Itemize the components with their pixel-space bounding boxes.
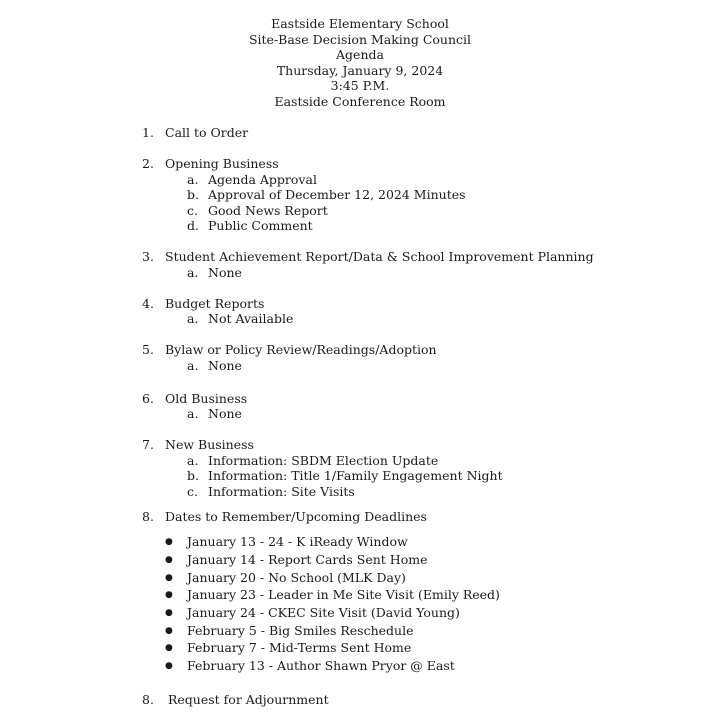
item-2-number: 2. — [142, 156, 154, 171]
item-7-sub-c: Information: Site Visits — [208, 484, 355, 499]
meeting-date: Thursday, January 9, 2024 — [276, 62, 444, 78]
date-item-1: January 13 - 24 - K iReady Window — [187, 534, 408, 549]
item-4-number: 4. — [142, 296, 154, 311]
bullet-icon: ● — [165, 590, 173, 600]
meeting-location: Eastside Conference Room — [274, 93, 446, 109]
date-item-4: January 23 - Leader in Me Site Visit (Emily Reed) — [187, 587, 500, 602]
school-name: Eastside Elementary School — [271, 16, 449, 31]
document-type: Agenda — [336, 47, 384, 63]
council-name: Site-Base Decision Making Council — [248, 31, 472, 47]
date-item-6: February 5 - Big Smiles Reschedule — [187, 623, 414, 638]
item-2-sub-d-letter: d. — [187, 218, 199, 233]
item-7-sub-a: Information: SBDM Election Update — [208, 453, 439, 468]
item-8-title: Dates to Remember/Upcoming Deadlines — [165, 509, 427, 524]
item-2-sub-b-letter: b. — [187, 187, 199, 202]
item-2-sub-a-letter: a. — [187, 172, 199, 187]
item-3-sub-a: None — [208, 265, 242, 280]
item-7-number: 7. — [142, 437, 154, 452]
bullet-icon: ● — [165, 555, 173, 565]
date-item-8: February 13 - Author Shawn Pryor @ East — [187, 658, 455, 673]
date-item-5: January 24 - CKEC Site Visit (David Young) — [187, 605, 460, 620]
bullet-icon: ● — [165, 537, 173, 547]
item-9-title: Request for Adjournment — [168, 692, 329, 707]
item-3-title: Student Achievement Report/Data & School Improvement Planning — [165, 249, 594, 264]
item-5-number: 5. — [142, 342, 154, 357]
item-6-title: Old Business — [165, 391, 248, 406]
item-7-sub-a-letter: a. — [187, 453, 199, 468]
item-2-sub-b: Approval of December 12, 2024 Minutes — [208, 187, 466, 202]
item-6-number: 6. — [142, 391, 154, 406]
date-item-7: February 7 - Mid-Terms Sent Home — [187, 640, 412, 655]
item-5-title: Bylaw or Policy Review/Readings/Adoption — [165, 342, 437, 357]
item-2-sub-c-letter: c. — [187, 203, 198, 218]
item-5-sub-a: None — [208, 358, 242, 373]
item-3-number: 3. — [142, 249, 154, 264]
item-4-sub-a: Not Available — [208, 311, 294, 326]
item-2-sub-c: Good News Report — [208, 203, 328, 218]
date-item-3: January 20 - No School (MLK Day) — [187, 570, 406, 585]
bullet-icon: ● — [165, 608, 173, 618]
item-5-sub-a-letter: a. — [187, 358, 199, 373]
date-item-2: January 14 - Report Cards Sent Home — [187, 552, 428, 567]
item-7-sub-b-letter: b. — [187, 468, 199, 483]
item-7-sub-b: Information: Title 1/Family Engagement Night — [208, 468, 503, 483]
item-1-title: Call to Order — [165, 125, 249, 140]
item-2-sub-a: Agenda Approval — [208, 172, 317, 187]
bullet-icon: ● — [165, 626, 173, 636]
bullet-icon: ● — [165, 661, 173, 671]
item-8-number: 8. — [142, 509, 154, 524]
item-6-sub-a: None — [208, 406, 242, 421]
item-7-title: New Business — [165, 437, 254, 452]
item-3-sub-a-letter: a. — [187, 265, 199, 280]
item-1-number: 1. — [142, 125, 154, 140]
item-9-number: 8. — [142, 692, 154, 707]
item-4-title: Budget Reports — [165, 296, 265, 311]
item-2-title: Opening Business — [165, 156, 279, 171]
item-6-sub-a-letter: a. — [187, 406, 199, 421]
bullet-icon: ● — [165, 643, 173, 653]
item-7-sub-c-letter: c. — [187, 484, 198, 499]
meeting-time: 3:45 P.M. — [330, 78, 390, 94]
bullet-icon: ● — [165, 573, 173, 583]
item-4-sub-a-letter: a. — [187, 311, 199, 326]
item-2-sub-d: Public Comment — [208, 218, 313, 233]
agenda-header — [0, 16, 720, 110]
